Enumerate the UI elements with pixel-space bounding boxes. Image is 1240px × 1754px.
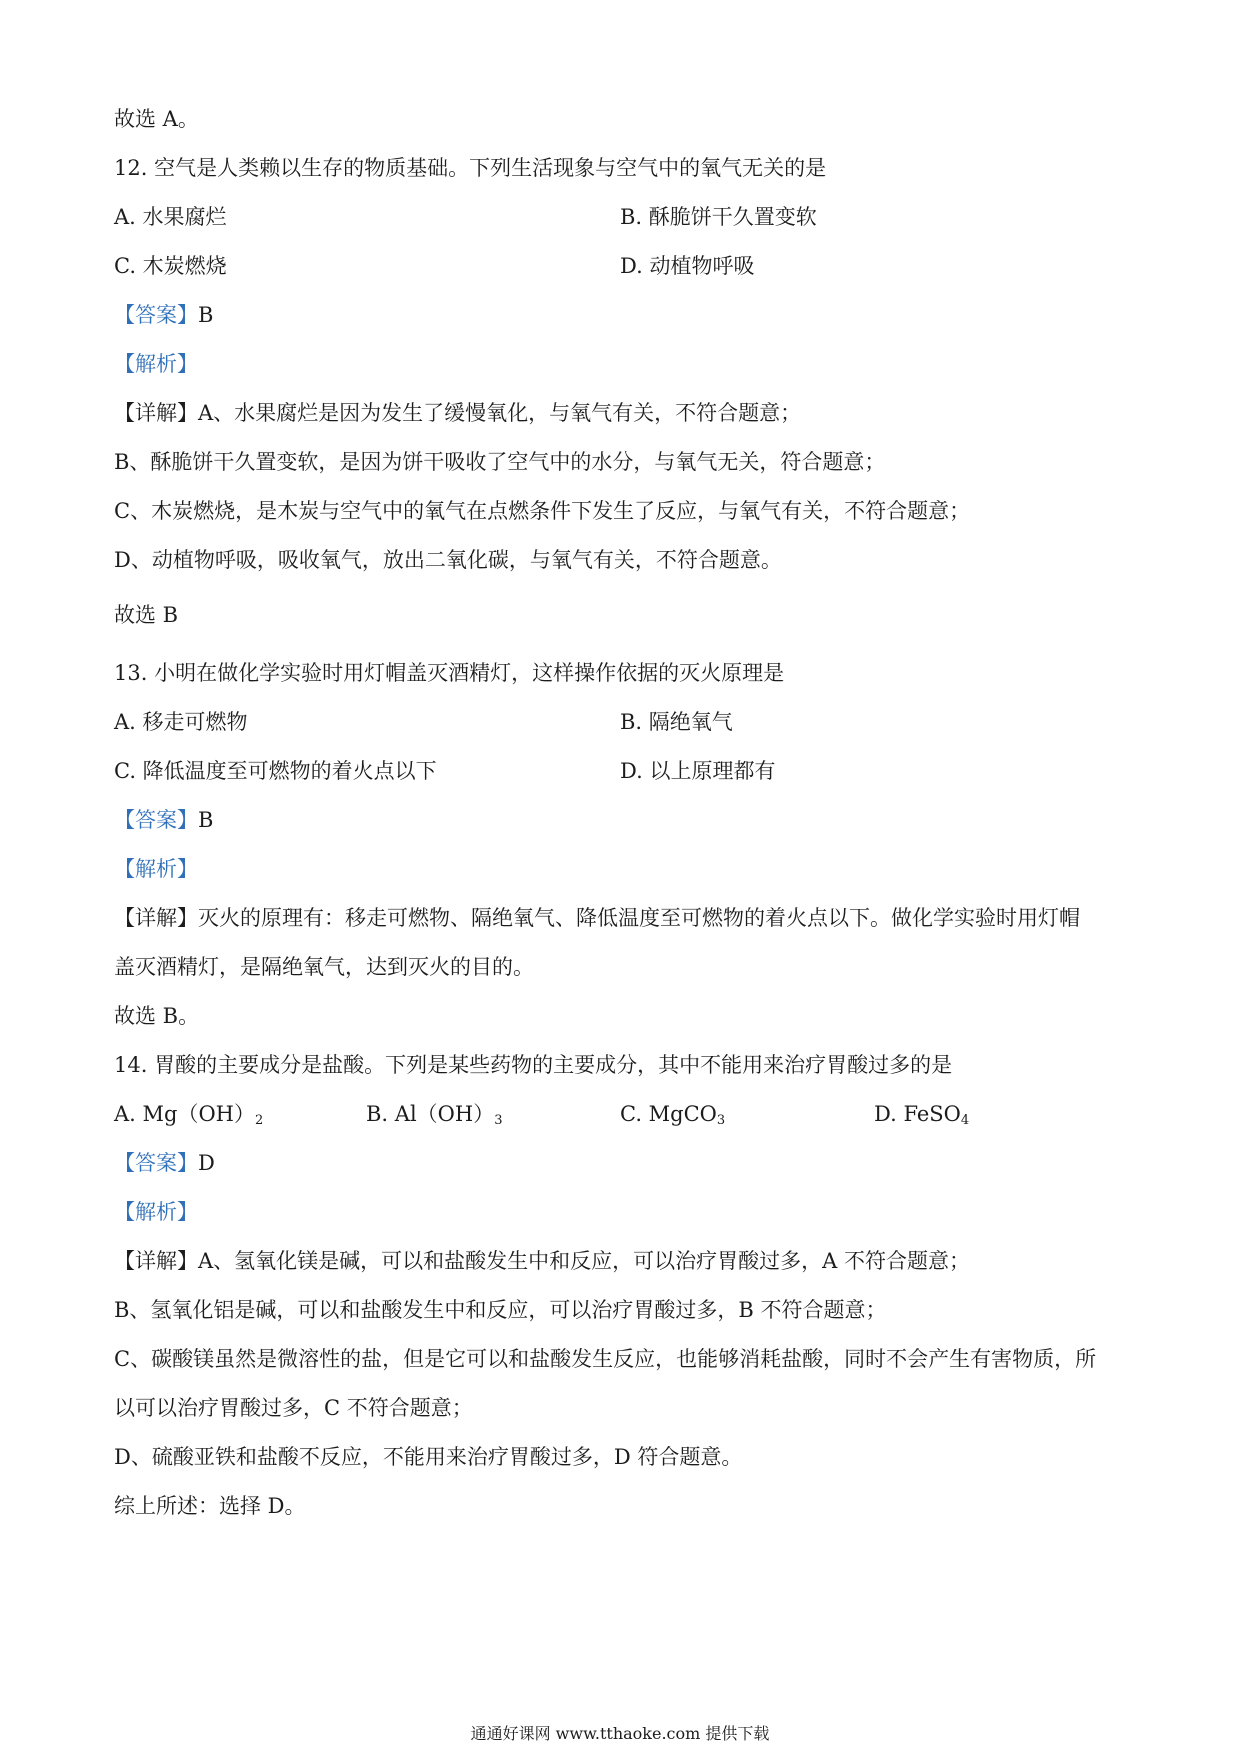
q13-conclusion: 故选 B。 bbox=[114, 1004, 200, 1028]
option-subscript: 3 bbox=[494, 1113, 503, 1128]
q13-detail-line-2: 盖灭酒精灯，是隔绝氧气，达到灭火的目的。 bbox=[114, 955, 534, 979]
q12-analysis-tag: 【解析】 bbox=[114, 352, 198, 376]
q12-conclusion: 故选 B bbox=[114, 603, 179, 627]
q13-detail-line-1 bbox=[114, 903, 1080, 933]
q14-conclusion: 综上所述：选择 D。 bbox=[114, 1494, 306, 1518]
q12-detail-line-1 bbox=[114, 398, 801, 428]
detail-text: 灭火的原理有：移走可燃物、隔绝氧气、降低温度至可燃物的着火点以下。做化学实验时用灯帽 bbox=[198, 906, 1080, 930]
answer-tag: 【答案】 bbox=[114, 1151, 198, 1175]
question-14-stem: 14. 胃酸的主要成分是盐酸。下列是某些药物的主要成分，其中不能用来治疗胃酸过多的是 bbox=[114, 1053, 953, 1077]
q14-detail-line-2: B、氢氧化铝是碱，可以和盐酸发生中和反应，可以治疗胃酸过多，B 不符合题意； bbox=[114, 1298, 887, 1322]
answer-value: D bbox=[198, 1151, 215, 1175]
q12-answer bbox=[114, 300, 213, 330]
q14-detail-line-5: D、硫酸亚铁和盐酸不反应，不能用来治疗胃酸过多，D 符合题意。 bbox=[114, 1445, 743, 1469]
answer-value: B bbox=[198, 808, 214, 832]
q12-option-c: C. 木炭燃烧 bbox=[114, 254, 227, 278]
option-label: C. MgCO bbox=[620, 1102, 717, 1126]
q12-detail-line-2: B、酥脆饼干久置变软，是因为饼干吸收了空气中的水分，与氧气无关，符合题意； bbox=[114, 450, 886, 474]
q14-option-c bbox=[620, 1099, 725, 1129]
q14-option-b bbox=[366, 1099, 502, 1129]
detail-tag: 【详解】 bbox=[114, 401, 198, 425]
q14-detail-line-3: C、碳酸镁虽然是微溶性的盐，但是它可以和盐酸发生反应，也能够消耗盐酸，同时不会产生有害物质，所 bbox=[114, 1347, 1097, 1371]
question-12-stem: 12. 空气是人类赖以生存的物质基础。下列生活现象与空气中的氧气无关的是 bbox=[114, 156, 827, 180]
q14-option-d bbox=[874, 1099, 969, 1129]
detail-tag: 【详解】 bbox=[114, 906, 198, 930]
option-subscript: 3 bbox=[716, 1113, 726, 1128]
q14-detail-line-1 bbox=[114, 1246, 970, 1276]
option-subscript: 4 bbox=[960, 1113, 970, 1128]
q13-option-c: C. 降低温度至可燃物的着火点以下 bbox=[114, 759, 437, 783]
q12-option-a: A. 水果腐烂 bbox=[114, 205, 227, 229]
detail-text: A、水果腐烂是因为发生了缓慢氧化，与氧气有关，不符合题意； bbox=[198, 401, 802, 425]
q13-analysis-tag: 【解析】 bbox=[114, 857, 198, 881]
option-subscript: 2 bbox=[255, 1113, 264, 1128]
question-13-stem: 13. 小明在做化学实验时用灯帽盖灭酒精灯，这样操作依据的灭火原理是 bbox=[114, 661, 785, 685]
answer-tag: 【答案】 bbox=[114, 303, 198, 327]
option-label: A. Mg（OH） bbox=[114, 1102, 255, 1126]
q12-detail-line-3: C、木炭燃烧，是木炭与空气中的氧气在点燃条件下发生了反应，与氧气有关，不符合题意； bbox=[114, 499, 971, 523]
q12-detail-line-4: D、动植物呼吸，吸收氧气，放出二氧化碳，与氧气有关，不符合题意。 bbox=[114, 548, 782, 572]
q12-option-b: B. 酥脆饼干久置变软 bbox=[620, 205, 817, 229]
q14-answer bbox=[114, 1148, 215, 1178]
detail-tag: 【详解】 bbox=[114, 1249, 198, 1273]
q13-option-b: B. 隔绝氧气 bbox=[620, 710, 733, 734]
option-label: B. Al（OH） bbox=[366, 1102, 495, 1126]
page-footer: 通通好课网 www.tthaoke.com 提供下载 bbox=[470, 1724, 770, 1743]
q14-detail-line-4: 以可以治疗胃酸过多，C 不符合题意； bbox=[114, 1396, 473, 1420]
answer-tag: 【答案】 bbox=[114, 808, 198, 832]
previous-conclusion: 故选 A。 bbox=[114, 107, 199, 131]
q13-option-d: D. 以上原理都有 bbox=[620, 759, 776, 783]
q12-option-d: D. 动植物呼吸 bbox=[620, 254, 755, 278]
q14-option-a bbox=[114, 1099, 263, 1129]
answer-value: B bbox=[198, 303, 214, 327]
option-label: D. FeSO bbox=[874, 1102, 961, 1126]
detail-text: A、氢氧化镁是碱，可以和盐酸发生中和反应，可以治疗胃酸过多，A 不符合题意； bbox=[198, 1249, 971, 1273]
q13-option-a: A. 移走可燃物 bbox=[114, 710, 248, 734]
q13-answer bbox=[114, 805, 213, 835]
q14-analysis-tag: 【解析】 bbox=[114, 1200, 198, 1224]
